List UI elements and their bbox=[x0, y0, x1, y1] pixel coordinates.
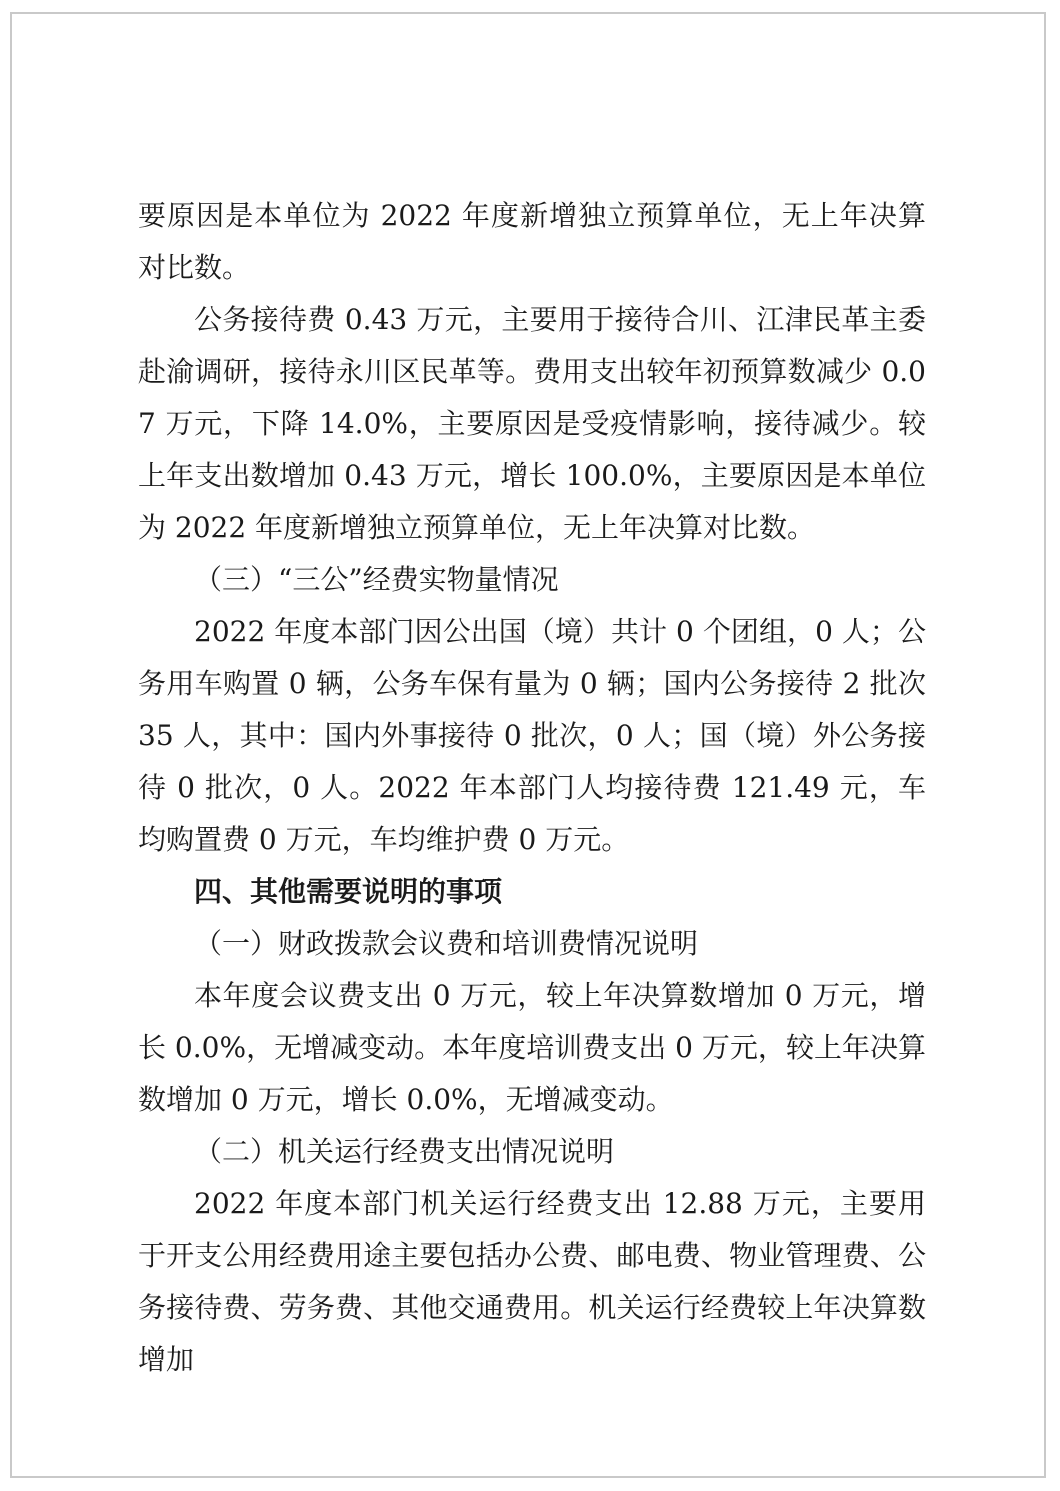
section-heading-physical-quantity: （三）“三公”经费实物量情况 bbox=[194, 563, 559, 596]
section-heading-operating-expenses: （二）机关运行经费支出情况说明 bbox=[194, 1135, 615, 1168]
paragraph-reception-fee: 公务接待费 0.43 万元，主要用于接待合川、江津民革主委赴渝调研，接待永川区民革等。费用支出较年初预算数减少 0.07 万元，下降 14.0%，主要原因是受疫情影响，接待减少。较上年支出数增加 0.43 万元，增长 100.0%，主要原因是本单位为 2022 年度新增独立预算单位，无上年决算对比数。 bbox=[138, 303, 926, 544]
paragraph-physical-quantity: 2022 年度本部门因公出国（境）共计 0 个团组，0 人；公务用车购置 0 辆，公务车保有量为 0 辆；国内公务接待 2 批次 35 人，其中：国内外事接待 0 批次，0 人；国（境）外公务接待 0 批次，0 人。2022 年本部门人均接待费 121.49 元，车均购置费 0 万元，车均维护费 0 万元。 bbox=[138, 615, 926, 856]
section-heading-other-matters: 四、其他需要说明的事项 bbox=[194, 875, 503, 908]
section-heading-meeting-training: （一）财政拨款会议费和培训费情况说明 bbox=[194, 927, 699, 960]
document-body bbox=[138, 190, 926, 1386]
paragraph-meeting-training: 本年度会议费支出 0 万元，较上年决算数增加 0 万元，增长 0.0%，无增减变动。本年度培训费支出 0 万元，较上年决算数增加 0 万元，增长 0.0%，无增减变动。 bbox=[138, 979, 926, 1116]
paragraph-continuation: 要原因是本单位为 2022 年度新增独立预算单位，无上年决算对比数。 bbox=[138, 199, 926, 284]
paragraph-operating-expenses: 2022 年度本部门机关运行经费支出 12.88 万元，主要用于开支公用经费用途主要包括办公费、邮电费、物业管理费、公务接待费、劳务费、其他交通费用。机关运行经费较上年决算数增加 bbox=[138, 1187, 926, 1376]
